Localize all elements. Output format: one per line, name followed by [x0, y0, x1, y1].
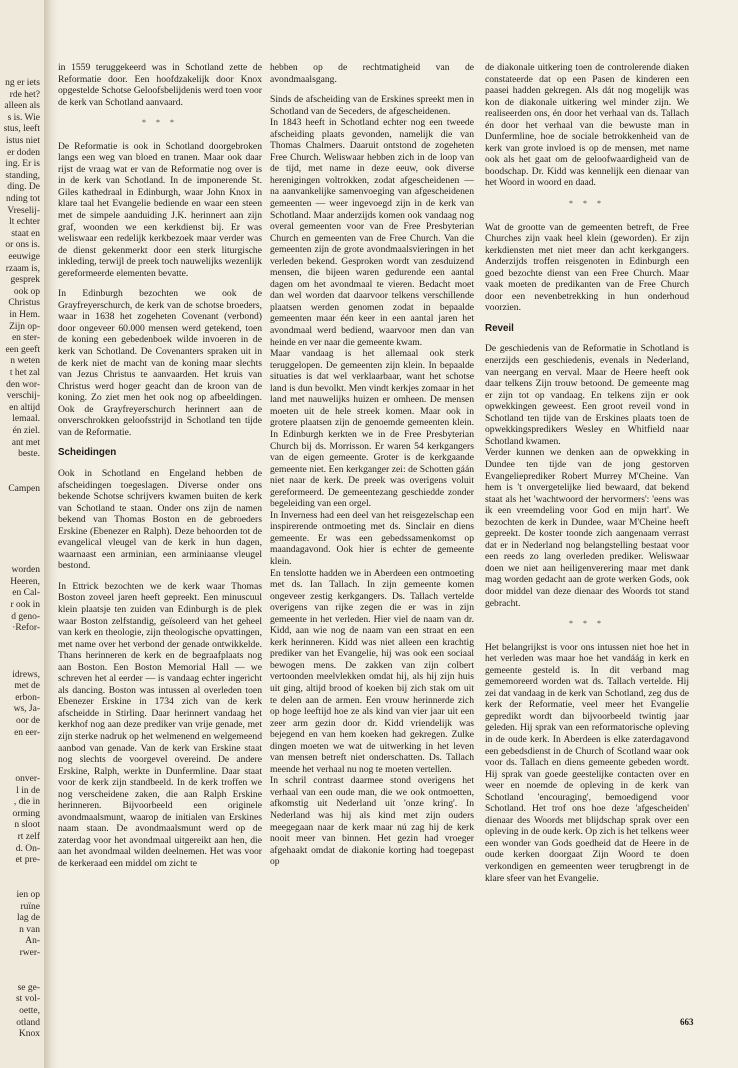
adjacent-page-fragment: en eer-	[14, 727, 40, 738]
paragraph: En tenslotte hadden we in Aberdeen een ontmoeting met ds. Ian Tallach. In zijn gemeente komen ongeveer zestig kerkgangers. Ds. Tallach vertelde overigens van rijke zegen die er was in zijn gemeente in het verleden. Hier viel de naam van dr. Kidd, aan wie nog de naam van een straat en een kerk herinneren. Kidd was niet alleen een krachtig prediker van het Evangelie, hij was ook een sociaal bewogen mens. De zakken van zijn colbert vertoonden meelvlekken omdat hij, als hij zijn huis uit ging, altijd brood of koeken bij zich stak om uit te delen aan de armen. Een vrouw herinnerde zich op hoge leeftijd hoe ze als kind van vier jaar uit een zeer arm gezin door dr. Kidd vriendelijk was bejegend en van hem koeken had gekregen. Zulke dingen moeten we wat de uitwerking in het leven van mensen betreft niet onderschatten. Ds. Tallach meende het verhaal nu nog te moeten vertellen.	[270, 567, 474, 775]
adjacent-page-fragment: Christus	[8, 298, 40, 309]
adjacent-page-fragment: en ster-	[11, 333, 40, 344]
text-column-3	[485, 62, 689, 893]
adjacent-page-fragment: d geno-	[11, 611, 40, 622]
adjacent-page-fragment: rzaam is,	[5, 263, 40, 274]
adjacent-page-fragment: rt zelf	[17, 832, 40, 842]
adjacent-page-fragment: ng er iets	[5, 78, 40, 88]
adjacent-page-fragment: oor de	[15, 716, 40, 726]
adjacent-page-fragment: ding. De	[7, 182, 40, 193]
adjacent-page-fragment: én ziel.	[12, 426, 40, 436]
paragraph: in 1559 teruggekeerd was in Schotland zette de Reformatie door. Een hoofdzakelijk door Knox opgestelde Schotse Geloofsbelijdenis werd toen voor de kerk van Schotland aanvaard.	[58, 62, 262, 108]
page-number: 663	[680, 1017, 694, 1027]
page-gutter	[44, 0, 58, 1068]
adjacent-page-fragment: t het zal	[9, 368, 40, 378]
adjacent-page-fragment: ws, Ja-	[13, 704, 40, 715]
adjacent-page-fragment: rwer-	[19, 948, 40, 958]
paragraph: Wat de grootte van de gemeenten betreft, de Free Churches zijn vaak heel klein (geworden). Er zijn kerkdiensten met niet meer dan acht kerkgangers. Anderzijds troffen reisgenoten in Edinburgh een goed bezochte dienst van een Free Church. Maar vaak moeten de predikanten van de Free Church door een nevenbetrekking in hun onderhoud voorzien.	[485, 221, 689, 314]
adjacent-page-fragment: eeuwige	[8, 252, 40, 262]
adjacent-page-fragment: alleen als	[4, 101, 40, 112]
adjacent-page-fragment: , die in	[13, 797, 40, 808]
adjacent-page-fragment: r ook in	[10, 600, 40, 610]
adjacent-page-fragment: se ge-	[17, 982, 40, 993]
text-column-1	[58, 62, 262, 879]
adjacent-page-fragment: erbon-	[15, 692, 40, 703]
section-separator: * * *	[142, 118, 178, 128]
section-heading: Reveil	[485, 322, 514, 334]
adjacent-page-fragment: Campen	[8, 484, 40, 494]
adjacent-page-fragment: een geeft	[5, 344, 40, 355]
adjacent-page-fragment: ook op	[13, 286, 40, 297]
section-heading: Scheidingen	[58, 447, 117, 459]
adjacent-page-fragment: lemaal.	[12, 414, 40, 425]
paragraph: Maar vandaag is het allemaal ook sterk teruggelopen. De gemeenten zijn klein. In bepaalde situaties is dat wel verklaarbaar, want het schotse land is dun bevolkt. Men vindt kerkjes zomaar in het land met nauwelijks huizen er omheen. De mensen moeten uit de hele streek komen. Maar ook in grotere plaatsen zijn de genoemde gemeenten klein. In Edinburgh kerkten we in de Free Presbyterian Church bij ds. Morrisson. Er waren 54 kerkgangers van de eigen gemeente. Groter is de kerkgaande gemeente niet. Een kerkganger zei: de Schotten gáán niet naar de kerk. De preek was overigens voluit gereformeerd. De gemeentezang geschiedde zonder begeleiding van een orgel.	[270, 348, 474, 510]
paragraph: Verder kunnen we denken aan de opwekking in Dundee ten tijde van de jong gestorven Evangelieprediker Robert Murrey M'Cheine. Van hem is 't onvergetelijke lied bewaard, dat bekend staat als het 'wachtwoord der hervormers': 'eens was ik een vreemdeling voor God en mijn hart'. We bezochten de kerk in Dundee, waar M'Cheine heeft gepreekt. De koster toonde zich aangenaam verrast dat er in Nederland nog belangstelling bestaat voor een reeds zo lang overleden prediker. Weliswaar doen we niet aan heiligenverering maar met dank mag worden gedacht aan de grote werken Gods, ook door middel van deze dienaar des Woords tot stand gebracht.	[485, 447, 689, 609]
paragraph: Het belangrijkst is voor ons intussen niet hoe het in het verleden was maar hoe het vandáág in kerk en gemeente gesteld is. In dit verband mag gememoreerd worden wat ds. Tallach vertelde. Hij zei dat vandaag in de kerk van Schotland, zeg dus de kerk der Reformatie, veel meer het Evangelie gepredikt wordt dan bijvoorbeeld twintig jaar geleden. Hij sprak van een reformatorische opleving in de oude kerk. In Aberdeen is elke zaterdagavond een gebedsdienst in de Church of Scotland waar ook voor ds. Tallach en diens gemeente gebeden wordt. Hij sprak van goede geestelijke contacten over en weer en noemde de opleving in de kerk van Schotland 'encouraging', bemoedigend voor Schotland. Het trof ons hoe deze 'afgescheiden' dienaar des Woords met blijdschap sprak over een opleving in de oude kerk. Op zich is het telkens weer een wonder van Gods goedheid dat de Heere in de oude kerken doorgaat Zijn Woord te doen verkondigen en gemeenten weer terugbrengt in de klare sfeer van het Evangelie.	[485, 641, 689, 884]
paragraph: De Reformatie is ook in Schotland doorgebroken langs een weg van bloed en tranen. Maar ook daar rijst de vraag wat er van de Reformatie nog over is in de kerk van Schotland. In de imponerende St. Giles kathedraal in Edinburgh, waar John Knox in klare taal het Evangelie bediende en waar een steen met de simpele aanduiding J.K. herinnert aan zijn graf, woonden we een kerkdienst bij. Er was weliswaar een redelijk kerkbezoek maar verder was de dienst gekenmerkt door een sterk liturgische inkleding, terwijl de preek toch nauwelijks wezenlijk gereformeerde elementen bevatte.	[58, 140, 262, 279]
adjacent-page-fragment: er doden	[7, 147, 40, 158]
adjacent-page-fragment: orming	[12, 808, 40, 819]
adjacent-page-fragment: or ons is.	[5, 240, 40, 251]
adjacent-page-fragment: worden	[11, 565, 40, 576]
paragraph: Ook in Schotland en Engeland hebben de afscheidingen toegeslagen. Diverse onder ons bekende Schotse schrijvers kwamen buiten de kerk van Schotland te staan. Onder ons zijn de namen bekend van Thomas Boston en de gebroeders Erskine (Ebenezer en Ralph). Deze behoorden tot de evangelical vleugel van de kerk in hun dagen, waarnaast een arminian, een arminiaanse vleugel bestond.	[58, 467, 262, 572]
adjacent-page-fragment: ien op	[16, 890, 40, 900]
adjacent-page-fragment: en altijd	[9, 402, 40, 413]
adjacent-page-fragment: rde het?	[9, 89, 40, 100]
adjacent-page-fragment: Vreselij-	[7, 205, 40, 216]
adjacent-page-fragment: n weten	[10, 356, 40, 367]
adjacent-page-fragment: verschij-	[6, 391, 40, 402]
adjacent-page-fragment: lag de	[17, 913, 40, 924]
paragraph: de diakonale uitkering toen de controlerende diaken constateerde dat op een Pasen de kinderen een paasei hadden gekregen. Als dát nog mogelijk was kon de diakonale uitkering wel minder zijn. We realiseerden ons, én door het verhaal van ds. Tallach én door het verhaal van die bewuste man in Dunfermline, hoe de sociale betrokkenheid van de kerk van grote invloed is op de mensen, met name ook als het gaat om de geloofwaardigheid van de boodschap. Dr. Kidd was kennelijk een dienaar van het Woord in woord en daad.	[485, 62, 689, 189]
adjacent-page-fragment: ruïne	[20, 901, 40, 912]
paragraph: In Ettrick bezochten we de kerk waar Thomas Boston zoveel jaren heeft gepreekt. Een minuscuul klein plaatsje ten zuiden van Edinburgh is de plek waar Boston zelfstandig, geïsoleerd van het geheel van kerk en theologie, zijn theologische opvattingen, met name over het verbond der genade ontwikkelde. Thans herinneren de kerk en de begraafplaats nog aan Boston. Een Boston Memorial Hall — we schreven het al eerder — is vandaag echter ingericht als dancing. Boston was intussen al overleden toen Ebenezer Erskine in 1734 zich van de kerk afscheidde in Stirling. Daar herinnert vandaag het kerkhof nog aan deze prediker van vrije genade, met zijn sterke nadruk op het welmenend en welgemeend aanbod van genade. Van de kerk van Erskine staat nog slechts de voorgevel overeind. De andere Erskine, Ralph, werkte in Dunfermline. Daar staat voor de kerk zijn standbeeld. In de kerk troffen we nog verscheidene zaken, die aan Ralph Erskine herinneren. Bijvoorbeeld een originele avondmaalsmunt, waarop de initialen van Erskines naam staan. De avondmaalsmunt werd op de zaterdag voor het avondmaal uitgereikt aan hen, die aan het avondmaal wilden deelnemen. Het was voor de kerkeraad een middel om zicht te	[58, 580, 262, 869]
adjacent-page-fragment: stus, leeft	[3, 124, 40, 135]
paragraph: De geschiedenis van de Reformatie in Schotland is enerzijds een geschiedenis, evenals in Nederland, van neergang en verval. Maar de Heere heeft ook daar telkens Zijn trouw betoond. De gemeente mag er zijn tot op vandaag. En telkens zijn er ook opwekkingen geweest. Een groot reveil vond in Schotland ten tijde van de Erskines plaats toen de opwekkingspredikers Wesley en Whitfield naar Schotland kwamen.	[485, 343, 689, 447]
adjacent-page-fragment: in Hem.	[9, 310, 40, 320]
adjacent-page-fragment: oette,	[19, 1006, 40, 1016]
paragraph: In Edinburgh bezochten we ook de Grayfreyerschurch, de kerk van de schotse broeders, waar in 1638 het zogeheten Covenant (verbond) door ongeveer 60.000 mensen werd getekend, toen de koning een gebedenboek wilde invoeren in de kerk van Schotland. De Covenanters spraken uit in de kerk niet de macht van de koning maar slechts van Jezus Christus te aanvaarden. Het kruis van Christus werd hoger geacht dan de kroon van de koning. Zo ziet men het ook nog op afbeeldingen. Ook de Grayfreyerschurch herinnert aan de onverschrokken geloofsstrijd in Schotland ten tijde van de Reformatie.	[58, 288, 262, 438]
adjacent-page-fragment: gesprek	[10, 275, 40, 286]
adjacent-page-fragment: An-	[25, 936, 40, 947]
adjacent-page-fragment: otland	[16, 1017, 40, 1028]
adjacent-page-fragment: met de	[14, 681, 40, 692]
text-column-2	[270, 62, 474, 877]
adjacent-page-fragment: en Cal-	[12, 588, 40, 599]
paragraph: Sinds de afscheiding van de Erskines spreekt men in Schotland van de Seceders, de afgescheidenen.	[270, 94, 474, 117]
adjacent-page-fragment: istus niet	[5, 136, 40, 146]
adjacent-page-fragment: st vol-	[15, 994, 40, 1005]
paragraph: hebben op de rechtmatigheid van de avondmaalsgang.	[270, 62, 474, 85]
section-separator: * * *	[569, 619, 605, 629]
adjacent-page-fragment: n sloot	[14, 820, 40, 831]
adjacent-page-edge	[0, 0, 45, 1068]
section-separator: * * *	[569, 199, 605, 209]
adjacent-page-fragment: onver-	[15, 774, 40, 784]
adjacent-page-fragment: lt echter	[9, 217, 40, 228]
adjacent-page-fragment: den wor-	[6, 379, 40, 390]
paragraph: In 1843 heeft in Schotland echter nog een tweede afscheiding plaats gevonden, namelijk die van Thomas Chalmers. Daaruit ontstond de zogeheten Free Church. Weliswaar hebben zich in de loop van de tijd, met name in deze eeuw, ook diverse herenigingen voltrokken, zodat afgescheidenen — na aanvankelijke samenvoeging van afgescheidenen gemeenten — weer ingevoegd zijn in de kerk van Schotland. Maar anderzijds komen ook vandaag nog overal gemeenten voor van de Free Presbyterian Church en gemeenten van de Free Church. Van die gemeenten zijn de grote avondmaalsvieringen in het verleden bekend. Gesproken wordt van zesduizend mensen, die bijeen waren gedurende een aantal dagen om het avondmaal te vieren. Bedacht moet dan wel worden dat daarvoor telkens verschillende plaatsen werden genomen zodat in bepaalde gemeenten maar één keer in een aantal jaren het avondmaal werd bediend, waarvoor men dan van heinde en ver naar die gemeente kwam.	[270, 117, 474, 348]
paragraph: In Inverness had een deel van het reisgezelschap een inspirerende ontmoeting met ds. Sinclair en diens gemeente. Er was een gebedssamenkomst op maandagavond. Ook hier is echter de gemeente klein.	[270, 509, 474, 567]
adjacent-page-fragment: ant met	[11, 437, 40, 448]
adjacent-page-fragment: l in de	[16, 785, 40, 796]
adjacent-page-fragment: n van	[19, 924, 40, 935]
adjacent-page-fragment: ·Refor-	[12, 623, 40, 634]
adjacent-page-fragment: beste.	[18, 449, 40, 460]
adjacent-page-fragment: Heeren,	[10, 576, 40, 587]
adjacent-page-fragment: et pre-	[15, 855, 40, 866]
adjacent-page-fragment: standing,	[5, 170, 40, 181]
adjacent-page-fragment: nding tot	[5, 194, 40, 204]
adjacent-page-fragment: s is. Wie	[7, 112, 40, 123]
adjacent-page-fragment: d. On-	[15, 843, 40, 854]
adjacent-page-fragment: Knox	[18, 1029, 40, 1040]
adjacent-page-fragment: staat en	[11, 228, 40, 239]
paragraph: In schril contrast daarmee stond overigens het verhaal van een oude man, die we ook ontmoetten, afkomstig uit Nederland uit 'onze kring'. In Nederland was hij als kind met zijn ouders meegegaan naar de kerk maar nú zag hij de kerk nooit meer van binnen. Het gezin had vroeger afgehaakt omdat de diakonie korting had toegepast op	[270, 775, 474, 868]
adjacent-page-fragment: ing. Er is	[5, 159, 40, 170]
adjacent-page-fragment: Zijn op-	[9, 321, 40, 332]
adjacent-page-fragment: idrews,	[12, 669, 40, 680]
